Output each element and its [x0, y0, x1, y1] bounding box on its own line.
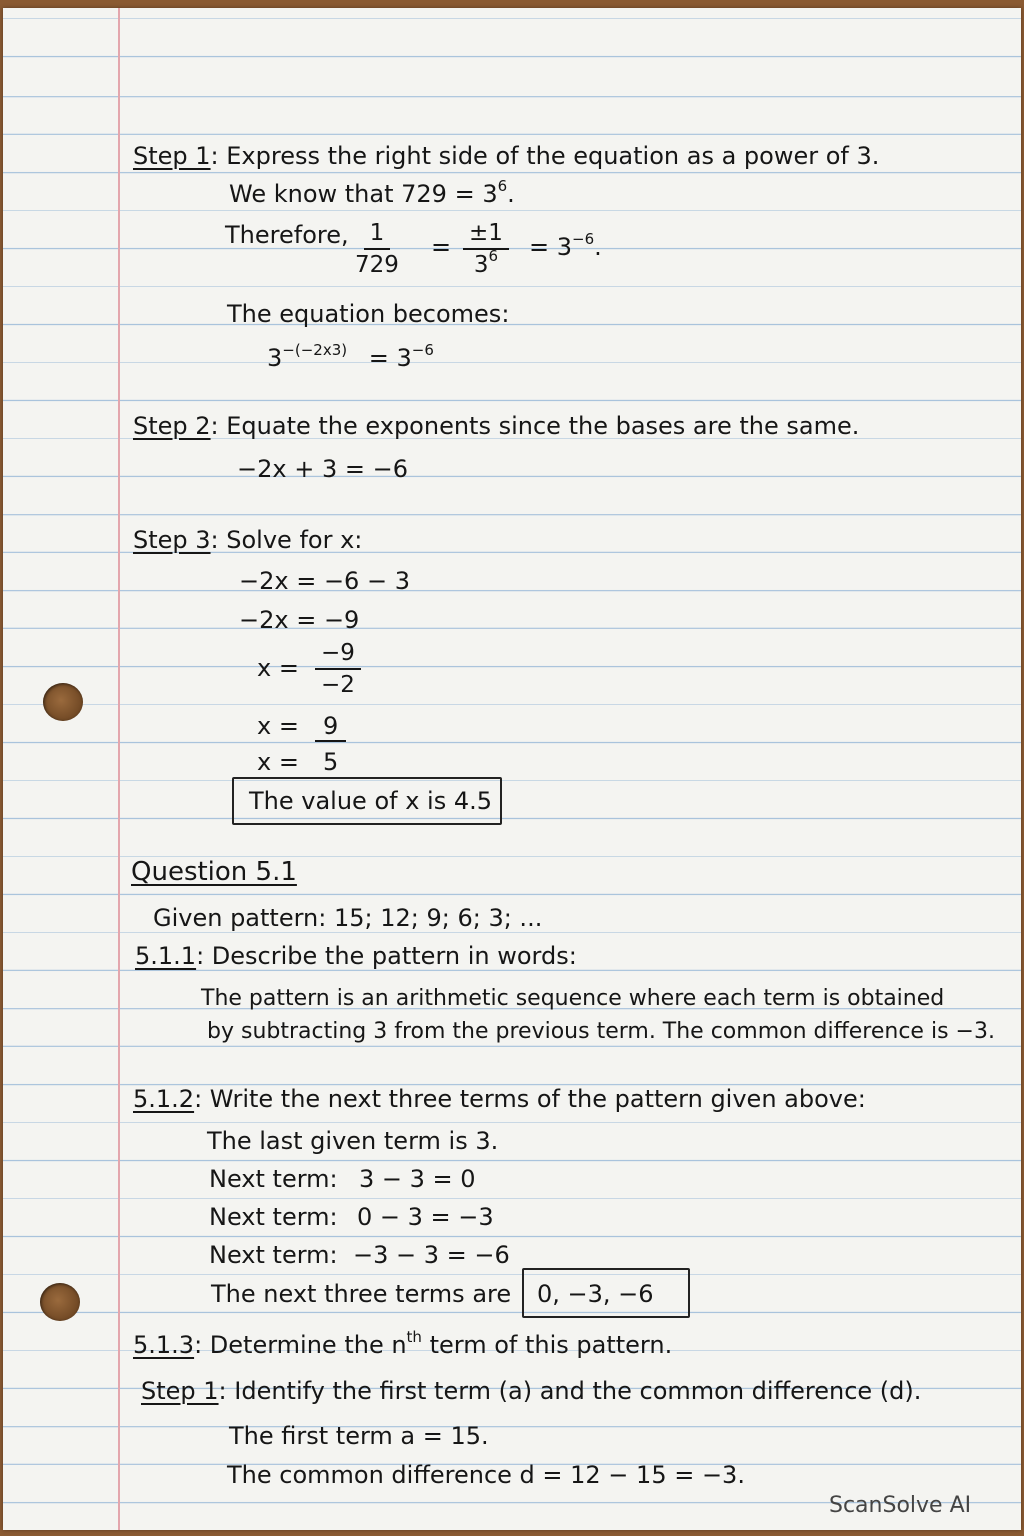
solve-line-2: −2x = −9	[239, 606, 360, 634]
frac2-denominator: $3^6$	[473, 247, 499, 278]
q512-next-eq-2: 0 − 3 = −3	[357, 1203, 494, 1231]
fraction-neg9-over-neg2	[315, 640, 361, 698]
q512-label: 5.1.2	[133, 1085, 195, 1113]
q512-next-label-2: Next term:	[209, 1203, 338, 1231]
step1-label: Step 1	[133, 142, 211, 170]
frac1-denominator: 729	[355, 252, 399, 278]
common-difference: The common difference d = 12 − 15 = −3.	[227, 1461, 745, 1489]
solve-line-1: −2x = −6 − 3	[239, 567, 410, 595]
fraction-1-over-729	[355, 220, 399, 278]
therefore-label: Therefore,	[225, 221, 349, 249]
q511-text: Describe the pattern in words:	[211, 942, 577, 970]
q512-next-three: The next three terms are	[211, 1280, 512, 1308]
equals-1: =	[431, 233, 452, 261]
frac2-numerator: ±1	[463, 220, 509, 250]
q513-step1-text: Identify the first term (a) and the common difference (d).	[234, 1377, 922, 1405]
step1-line: Step 1: Express the right side of the equation as a power of 3.	[133, 142, 880, 170]
question-title: Question 5.1	[131, 857, 297, 887]
equation-becomes: The equation becomes:	[227, 300, 510, 328]
step2-label: Step 2	[133, 412, 211, 440]
lhs-exponent: −(−2x3)	[282, 341, 348, 359]
step3-label: Step 3	[133, 526, 211, 554]
q511-answer-1: The pattern is an arithmetic sequence where each term is obtained	[201, 986, 945, 1011]
know-exponent: 6	[497, 177, 508, 195]
exponential-equation: $3^{-(-2x3)} = 3^{-6}$	[267, 341, 434, 372]
q512-line: 5.1.2: Write the next three terms of the pattern given above:	[133, 1085, 866, 1113]
q513-label: 5.1.3	[133, 1331, 195, 1359]
q513-step1-label: Step 1	[141, 1377, 219, 1405]
q512-next-eq-1: 3 − 3 = 0	[359, 1165, 476, 1193]
q512-answer: 0, −3, −6	[537, 1280, 654, 1308]
punch-hole-top	[43, 683, 83, 721]
step2-text: Equate the exponents since the bases are the same.	[226, 412, 860, 440]
know-text: We know that 729 = 3	[229, 180, 498, 208]
nth-superscript: th	[406, 1328, 422, 1346]
q511-line: 5.1.1: Describe the pattern in words:	[135, 942, 577, 970]
margin-line	[118, 8, 120, 1530]
q511-label: 5.1.1	[135, 942, 197, 970]
step1-result: = $3^{-6}$.	[529, 230, 602, 261]
punch-hole-bottom	[40, 1283, 80, 1321]
frac3-numerator: −9	[315, 640, 361, 670]
frac3-denominator: −2	[321, 672, 355, 698]
q512-last-term: The last given term is 3.	[207, 1127, 499, 1155]
first-term: The first term a = 15.	[229, 1422, 489, 1450]
q512-next-label-1: Next term:	[209, 1165, 338, 1193]
scansolve-watermark: ScanSolve AI	[829, 1493, 972, 1518]
solve-line-5-lhs: x =	[257, 748, 299, 776]
answer-text: The value of x is 4.5	[249, 787, 493, 815]
rhs-exponent: −6	[411, 341, 434, 359]
step1-know	[229, 177, 515, 208]
given-pattern: Given pattern: 15; 12; 9; 6; 3; ...	[153, 904, 543, 932]
result-exponent: −6	[572, 230, 595, 248]
solve-line-3-lhs: x =	[257, 654, 299, 682]
q513-step1-line: Step 1: Identify the first term (a) and the common difference (d).	[141, 1377, 922, 1405]
know-end: .	[507, 180, 515, 208]
solve-line-4-lhs: x =	[257, 712, 299, 740]
q511-answer-2: by subtracting 3 from the previous term. The common difference is −3.	[207, 1019, 995, 1044]
q512-next-eq-3: −3 − 3 = −6	[353, 1241, 510, 1269]
fraction-1-over-3-6	[463, 220, 509, 278]
step1-text: Express the right side of the equation as a power of 3.	[226, 142, 880, 170]
step3-text: Solve for x:	[226, 526, 363, 554]
notebook-page	[3, 8, 1021, 1530]
frac1-numerator: 1	[364, 220, 391, 250]
solve-line-5-value: 5	[323, 748, 339, 776]
q512-text: Write the next three terms of the pattern given above:	[209, 1085, 866, 1113]
step2-equation: −2x + 3 = −6	[237, 455, 408, 483]
step3-line: Step 3: Solve for x:	[133, 526, 363, 554]
q513-line: 5.1.3: Determine the $n^{th}$ term of this pattern.	[133, 1328, 673, 1359]
step2-line: Step 2: Equate the exponents since the bases are the same.	[133, 412, 860, 440]
q512-next-label-3: Next term:	[209, 1241, 338, 1269]
solve-line-4-value: 9	[315, 712, 346, 742]
